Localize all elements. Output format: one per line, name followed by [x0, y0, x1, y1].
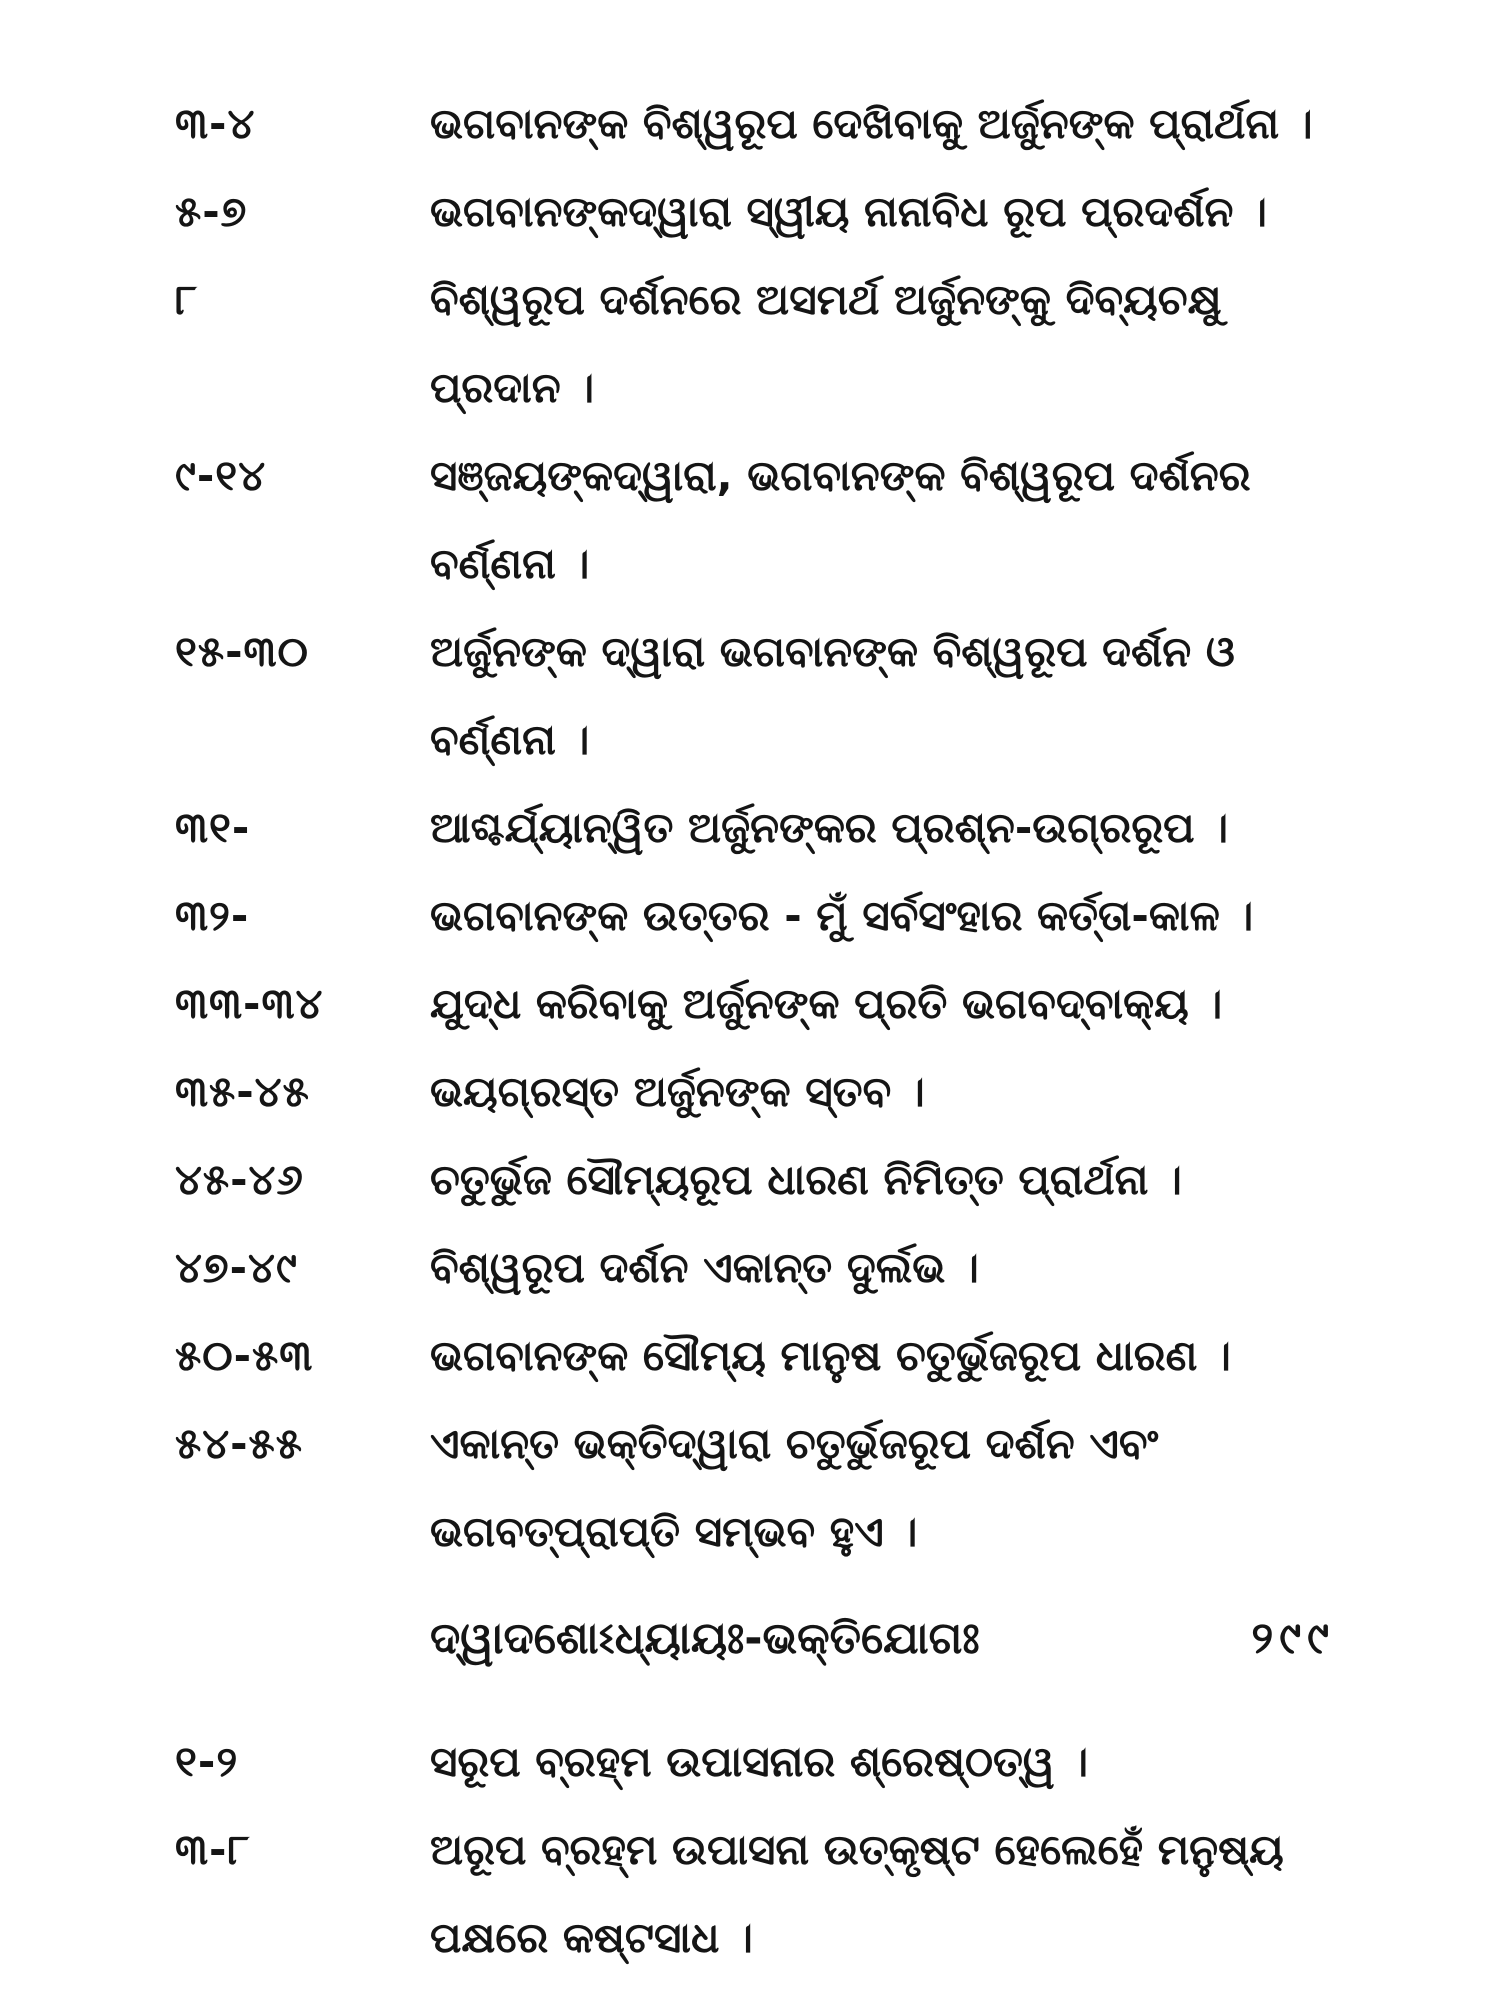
- entry-description: ବିଶ୍ୱରୂପ ଦର୍ଶନରେ ଅସମର୍ଥ ଅର୍ଜୁନଙ୍କୁ ଦିବ୍ୟଚକ୍ଷୁ ପ୍ରଦାନ ।: [430, 275, 1222, 412]
- entry-description: ଚତୁର୍ଭୁଜ ସୌମ୍ୟରୂପ ଧାରଣ ନିମିତ୍ତ ପ୍ରାର୍ଥନା ।: [430, 1155, 1182, 1204]
- verse-range: ୩୩-୩୪: [175, 979, 324, 1028]
- table-of-contents: [175, 80, 1375, 1982]
- entry-description: ଭଗବାନଙ୍କ ବିଶ୍ୱରୂପ ଦେଖିବାକୁ ଅର୍ଜୁନଙ୍କ ପ୍ରାର୍ଥନା ।: [430, 99, 1313, 148]
- entry-description: ଅରୂପ ବ୍ରହ୍ମ ଉପାସନା ଉତ୍କୃଷ୍ଟ ହେଲେହେଁ ମନୁଷ୍ୟ ପକ୍ଷରେ କଷ୍ଟସାଧ ।: [430, 1825, 1284, 1962]
- toc-entry: [175, 1312, 1375, 1400]
- toc-entry: [175, 168, 1375, 256]
- toc-entry: [175, 784, 1375, 872]
- toc-entry: [175, 1048, 1375, 1136]
- toc-entry: [175, 1718, 1375, 1806]
- verse-range: ୧୫-୩୦: [175, 627, 309, 676]
- entry-description: ଭଗବାନଙ୍କ ସୌମ୍ୟ ମାନୁଷ ଚତୁର୍ଭୁଜରୂପ ଧାରଣ ।: [430, 1331, 1231, 1380]
- entry-description: ଅର୍ଜୁନଙ୍କ ଦ୍ୱାରା ଭଗବାନଙ୍କ ବିଶ୍ୱରୂପ ଦର୍ଶନ ଓ ବର୍ଣ୍ଣନା ।: [430, 627, 1235, 764]
- verse-range: ୩୧-: [175, 803, 251, 852]
- verse-range: ୧-୨: [175, 1737, 239, 1786]
- entry-description: ଆଶ୍ଚର୍ଯ୍ୟାନ୍ୱିତ ଅର୍ଜୁନଙ୍କର ପ୍ରଶ୍ନ-ଉଗ୍ରରୂପ ।: [430, 803, 1229, 852]
- verse-range: ୫-୭: [175, 187, 248, 236]
- chapter-heading: [175, 1588, 1375, 1688]
- entry-description: ଭଗବାନଙ୍କଦ୍ୱାରା ସ୍ୱୀୟ ନାନାବିଧ ରୂପ ପ୍ରଦର୍ଶନ ।: [430, 187, 1267, 236]
- toc-entry: [175, 1400, 1375, 1576]
- toc-entry: [175, 608, 1375, 784]
- toc-entry: [175, 1806, 1375, 1982]
- toc-entry: [175, 432, 1375, 608]
- entry-description: ଯୁଦ୍ଧ କରିବାକୁ ଅର୍ଜୁନଙ୍କ ପ୍ରତି ଭଗବଦ୍‌ବାକ୍ୟ ।: [430, 979, 1223, 1028]
- toc-entry: [175, 872, 1375, 960]
- verse-range: ୫୪-୫୫: [175, 1419, 303, 1468]
- verse-range: ୮: [175, 275, 198, 324]
- verse-range: ୩୨-: [175, 891, 250, 940]
- entry-description: ଭୟଗ୍ରସ୍ତ ଅର୍ଜୁନଙ୍କ ସ୍ତବ ।: [430, 1067, 925, 1116]
- entry-description: ସରୂପ ବ୍ରହ୍ମ ଉପାସନାର ଶ୍ରେଷ୍ଠତ୍ୱ ।: [430, 1737, 1089, 1786]
- verse-range: ୩-୪: [175, 99, 256, 148]
- verse-range: ୪୭-୪୯: [175, 1243, 298, 1292]
- chapter-page-number: ୨୯୯: [1251, 1612, 1335, 1664]
- entry-description: ସଞ୍ଜୟଙ୍କଦ୍ୱାରା, ଭଗବାନଙ୍କ ବିଶ୍ୱରୂପ ଦର୍ଶନର ବର୍ଣ୍ଣନା ।: [430, 451, 1251, 588]
- chapter-title: ଦ୍ୱାଦଶୋଽଧ୍ୟାୟଃ-ଭକ୍ତିଯୋଗଃ: [430, 1612, 980, 1664]
- toc-entry: [175, 256, 1375, 432]
- toc-entry: [175, 1136, 1375, 1224]
- verse-range: ୩-୮: [175, 1825, 251, 1874]
- verse-range: ୯-୧୪: [175, 451, 267, 500]
- entry-description: ଭଗବାନଙ୍କ ଉତ୍ତର - ମୁଁ ସର୍ବସଂହାର କର୍ତ୍ତା-କାଳ ।: [430, 891, 1254, 940]
- entry-description: ଏକାନ୍ତ ଭକ୍ତିଦ୍ୱାରା ଚତୁର୍ଭୁଜରୂପ ଦର୍ଶନ ଏବଂ ଭଗବତ୍‌ପ୍ରାପ୍ତି ସମ୍ଭବ ହୁଏ ।: [430, 1419, 1159, 1556]
- verse-range: ୩୫-୪୫: [175, 1067, 310, 1116]
- toc-entry: [175, 1224, 1375, 1312]
- toc-entry: [175, 80, 1375, 168]
- verse-range: ୫୦-୫୩: [175, 1331, 314, 1380]
- entry-description: ବିଶ୍ୱରୂପ ଦର୍ଶନ ଏକାନ୍ତ ଦୁର୍ଲଭ ।: [430, 1243, 979, 1292]
- verse-range: ୪୫-୪୬: [175, 1155, 304, 1204]
- toc-entry: [175, 960, 1375, 1048]
